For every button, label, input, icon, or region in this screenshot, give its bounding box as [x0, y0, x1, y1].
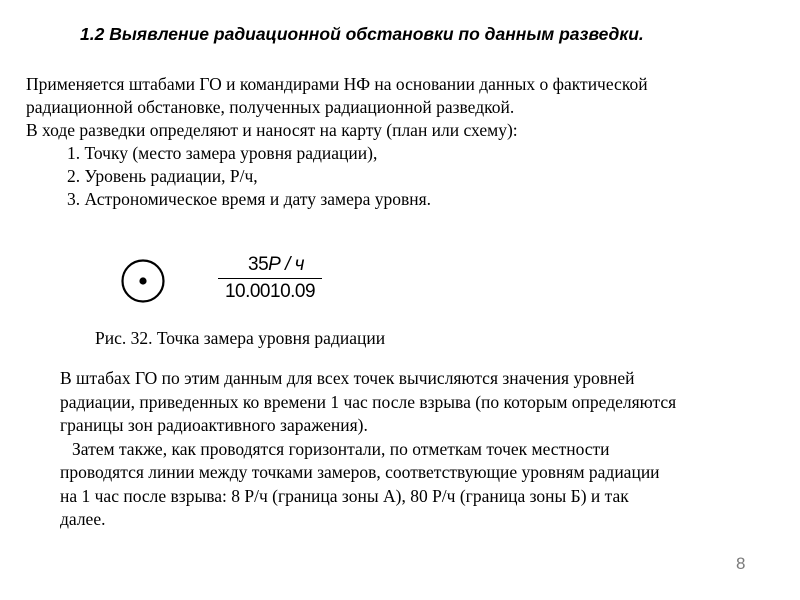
fraction-numerator: [218, 254, 322, 276]
figure-caption: Рис. 32. Точка замера уровня радиации: [95, 328, 386, 348]
body-line: радиации, приведенных ко времени 1 час после взрыва (по которым определяются: [60, 391, 677, 412]
intro-paragraph: [26, 73, 648, 211]
intro-line: радиационной обстановке, полученных радиационной разведкой.: [26, 97, 515, 117]
fraction-denominator: 10.0010.09: [224, 281, 316, 302]
slide-title: 1.2 Выявление радиационной обстановки по данным разведки.: [80, 24, 644, 44]
page-number: 8: [736, 554, 746, 573]
body-line: проводятся линии между точками замеров, соответствующие уровням радиации: [60, 462, 660, 482]
list-item: 3. Астрономическое время и дату замера уровня.: [67, 189, 432, 209]
measurement-fraction: [218, 254, 322, 303]
list-item: 2. Уровень радиации, Р/ч,: [67, 166, 258, 186]
intro-line: Применяется штабами ГО и командирами НФ на основании данных о фактической: [26, 74, 648, 94]
body-line: далее.: [60, 509, 106, 529]
list-item: 1. Точку (место замера уровня радиации),: [67, 143, 378, 163]
measurement-point-icon: [121, 259, 165, 303]
body-line: границы зон радиоактивного заражения).: [60, 415, 368, 435]
fraction-unit: Р / ч: [268, 254, 304, 275]
intro-line: В ходе разведки определяют и наносят на карту (план или схему):: [26, 120, 518, 140]
fraction-bar: [218, 278, 322, 279]
body-line: Затем также, как проводятся горизонтали, по отметкам точек местности: [72, 438, 610, 459]
body-line: В штабах ГО по этим данным для всех точек вычисляются значения уровней: [60, 368, 635, 388]
body-paragraph: [60, 367, 676, 532]
body-line: на 1 час после взрыва: 8 Р/ч (граница зоны А), 80 Р/ч (граница зоны Б) и так: [60, 485, 629, 506]
fraction-number: 35: [248, 254, 269, 275]
